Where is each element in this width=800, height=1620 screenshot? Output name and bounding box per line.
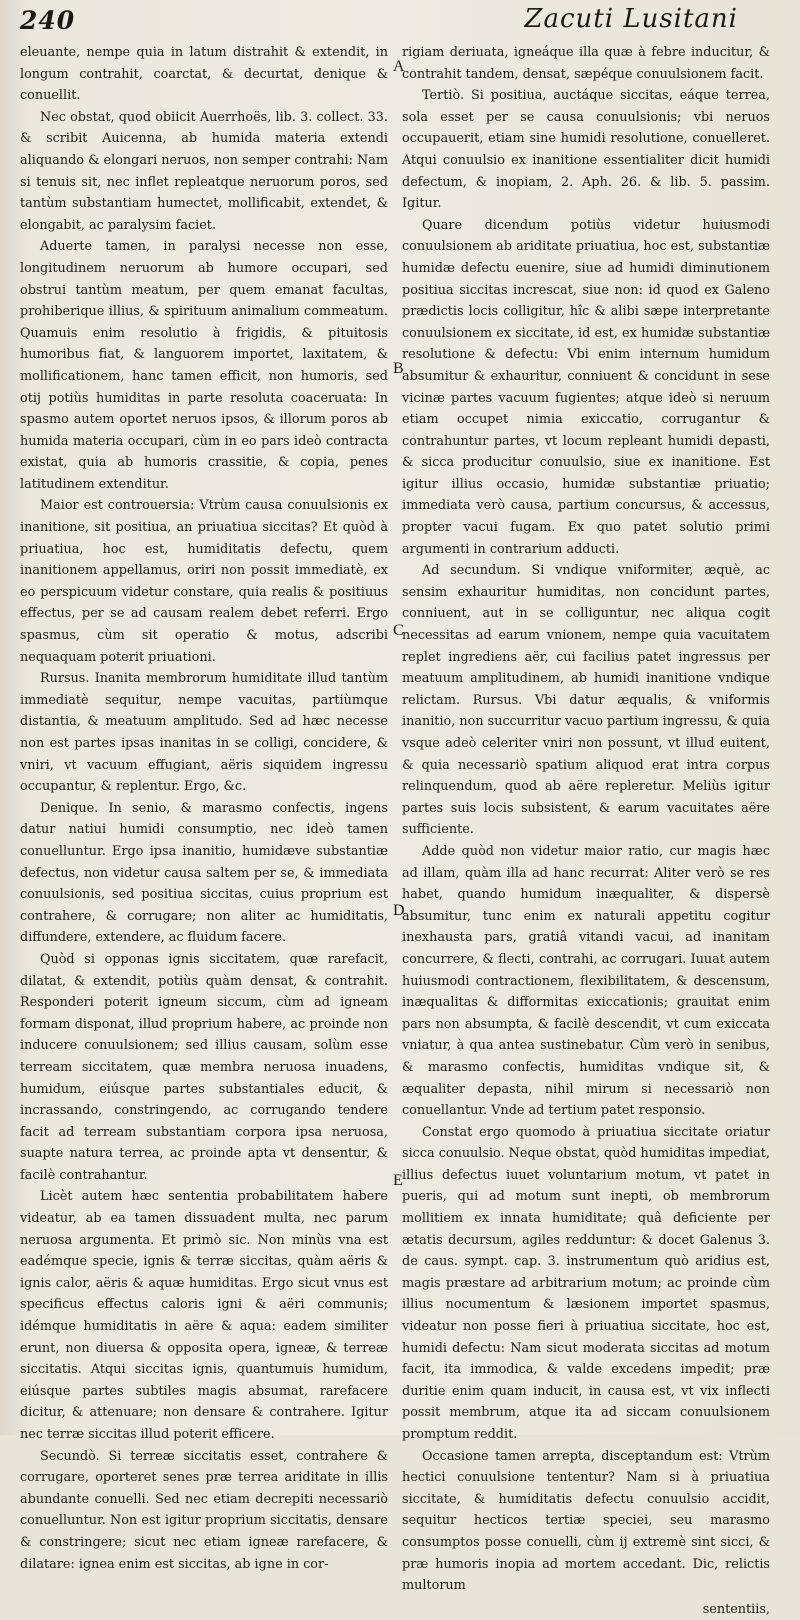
paragraph: Tertiò. Si positiua, auctáque siccitas, eáque terrea, sola esset per se causa conuulsionis; vbi neruos occupauerit, etiam sine humidi resolutione, conuelleret. Atqui conuulsio ex inanitione essentialiter dicit humidi defectum, & inopiam, 2. Aph. 26. & lib. 5. passim. Igitur. xyxy=(402,88,770,212)
paragraph: Licèt autem hæc sententia probabilitatem habere videatur, ab ea tamen dissuadent multa, nec parum neruosa argumenta. Et primò sic. Non minùs vna est eadémque specie, ignis & terræ siccitas, quàm aëris & ignis calor, aëris & aquæ humiditas. Ergo sicut vnus est specificus effectus caloris igni & aëri communis; idémque humiditatis in aëre & aqua: eadem similiter erunt, non diuersa & opposita opera, igneæ, & terreæ siccitatis. Atqui siccitas ignis, quantumuis humidum, eiúsque partes subtiles magis absumat, rarefacere dicitur, & attenuare; non densare & contrahere. Igitur nec terræ siccitas illud poterit efficere. xyxy=(20,1189,388,1442)
paragraph: Quòd si opponas ignis siccitatem, quæ rarefacit, dilatat, & extendit, potiùs quàm densat, & contrahit. Responderi poterit igneum siccum, cùm ad igneam formam disponat, illud proprium habere, ac proinde non inducere conuulsionem; sed illius causam, solùm esse terream siccitatem, quæ membra neruosa inuadens, humidum, eiúsque partes substantiales educit, & incrassando, constringendo, ac corrugando tendere facit ad terream substantiam corpora ipsa neruosa, suapte natura terrea, ac proinde apta vt densentur, & facilè contrahantur. xyxy=(20,951,388,1183)
margin-letter-d: D xyxy=(393,902,405,919)
right-column xyxy=(402,42,770,1620)
paragraph: Constat ergo quomodo à priuatiua siccitate oriatur sicca conuulsio. Neque obstat, quòd humiditas impediat, illius defectus iuuet voluntarium motum, vt patet in pueris, qui ad motum sunt inepti, ob membrorum mollitiem ex innata humiditate; quâ deficiente per ætatis decursum, agiles redduntur: & docet Galenus 3. de caus. sympt. cap. 3. instrumentum quò aridius est, magis præstare ad arbitrarium motum; ac proinde cùm illius nocumentum & læsionem importet spasmus, videatur non posse fieri à priuatiua siccitate, hoc est, humidi defectu: Nam sicut moderata siccitas ad motum facit, ita immodica, & valde excedens impedit; præ duritie enim quam inducit, in causa est, vt vix inflecti possit membrum, atque ita ad siccam conuulsionem promptum reddit. xyxy=(402,1124,770,1442)
page-header xyxy=(20,4,788,42)
paragraph: Aduerte tamen, in paralysi necesse non esse, longitudinem neruorum ab humore occupari, sed obstrui tantùm meatum, per quem emanat facultas, prohiberique illius, & spirituum animalium commeatum. Quamuis enim resolutio à frigidis, & pituitosis humoribus fiat, & languorem importet, laxitatem, & mollificationem, hanc tamen efficit, non humoris, sed otij potiùs humiditas in parte resoluta coaceruata: In spasmo autem oportet neruos ipsos, & illorum poros ab humida materia occupari, cùm in eo pars ideò contracta existat, quia ab humoris crassitie, & copia, penes latitudinem extenditur. xyxy=(20,239,388,492)
page-number: 240 xyxy=(20,6,76,35)
running-title: Zacuti Lusitani xyxy=(524,4,738,34)
paragraph: Occasione tamen arrepta, disceptandum est: Vtrùm hectici conuulsione tententur? Nam si à priuatiua siccitate, & humiditatis defectu conuulsio accidit, sequitur hecticos tertiæ speciei, seu marasmo consumptos posse conuelli, cùm ij extremè sint sicci, & præ humoris inopia ad mortem accedant. Dic, relictis multorum xyxy=(402,1448,770,1594)
paragraph: Adde quòd non videtur maior ratio, cur magis hæc ad illam, quàm illa ad hanc recurrat: Aliter verò se res habet, quando humidum inæqualiter, & dispersè absumitur, tunc enim ex naturali appetitu cogitur inexhausta pars, gratiâ vitandi vacui, ad inanitam concurrere, & flecti, contrahi, ac corrugari. Iuuat autem huiusmodi contractionem, flexibilitatem, & descensum, inæqualitas & difformitas exiccationis; grauitat enim pars non absumpta, & facilè descendit, vt cum exiccata vniatur, à qua antea sustinebatur. Cùm verò in senibus, & marasmo confectis, humiditas vndique sit, & æqualiter depasta, nihil mirum si necessariò non conuellantur. Vnde ad tertium patet responsio. xyxy=(402,843,770,1119)
paragraph: Ad secundum. Si vndique vniformiter, æquè, ac sensim exhauritur humiditas, non concidunt partes, conniuent, aut in se colliguntur, nec aliqua cogit necessitas ad earum vnionem, nempe quia vacuitatem replet ingrediens aër, cui facilius patet ingressus per meatuum amplitudinem, ab humidi inanitione vndique relictam. Rursus. Vbi datur æqualis, & vniformis inanitio, non succurritur vacuo partium ingressu, & quia vsque adeò celeriter vniri non possunt, vt illud euitent, & quia necessariò spatium aliquod erat intra corpus relinquendum, quod ab aëre repleretur. Meliùs igitur partes suis locis subsistent, & earum vacuitates aëre sufficiente. xyxy=(402,563,770,838)
paragraph: Denique. In senio, & marasmo confectis, ingens datur natiui humidi consumptio, nec ideò tamen conuelluntur. Ergo ipsa inanitio, humidæve substantiæ defectus, non videtur causa saltem per se, & immediata conuulsionis, sed positiua siccitas, cuius proprium est contrahere, & corrugare; non aliter ac humiditatis, diffundere, extendere, ac fluidum facere. xyxy=(20,800,388,946)
margin-letter-c: C xyxy=(393,622,404,639)
catchword: sententiis, xyxy=(702,1601,770,1617)
paragraph: Rursus. Inanita membrorum humiditate illud tantùm immediatè sequitur, nempe vacuitas, partiùmque distantia, & meatuum amplitudo. Sed ad hæc necesse non est partes ipsas inanitas in se colligi, concidere, & vniri, vt vacuum effugiant, aëris siquidem ingressu occupantur, & replentur. Ergo, &c. xyxy=(20,671,388,795)
margin-letter-e: E xyxy=(393,1172,403,1189)
paragraph: eleuante, nempe quia in latum distrahit & extendit, in longum contrahit, coarctat, & decurtat, denique & conuellit. xyxy=(20,45,388,104)
margin-letter-b: B xyxy=(393,360,404,377)
left-column xyxy=(20,42,388,1620)
margin-letter-a: A xyxy=(393,58,405,75)
paragraph: Maior est controuersia: Vtrùm causa conuulsionis ex inanitione, sit positiua, an priuatiua siccitas? Et quòd à priuatiua, hoc est, humiditatis defectu, quem inanitionem appellamus, oriri non possit immediatè, ex eo perspicuum videtur constare, quia realis & positiuus effectus, per se ad causam realem debet referri. Ergo spasmus, cùm sit operatio & motus, adscribi nequaquam poterit priuationi. xyxy=(20,498,388,665)
text-columns xyxy=(20,42,788,1620)
paragraph: Quare dicendum potiùs videtur huiusmodi conuulsionem ab ariditate priuatiua, hoc est, substantiæ humidæ defectu euenire, siue ad humidi diminutionem positiua siccitas increscat, siue non: id quod ex Galeno prædictis locis colligitur, hîc & alibi sæpe interpretante conuulsionem ex siccitate, id est, ex humidæ substantiæ resolutione & defectu: Vbi enim internum humidum absumitur & exhauritur, conniuent & concidunt in sese vicinæ partes vacuum fugientes; atque ideò si neruum etiam occupet nimia exiccatio, corrugantur & contrahuntur partes, vt locum repleant humidi depasti, & sicca producitur conuulsio, siue ex inanitione. Est igitur illius occasio, humidæ substantiæ priuatio; immediata verò causa, partium concursus, & accessus, propter vacui fugam. Ex quo patet solutio primi argumenti in contrarium adducti. xyxy=(402,217,770,557)
margin-letters xyxy=(393,42,413,1422)
paragraph: Nec obstat, quod obiicit Auerrhoës, lib. 3. collect. 33. & scribit Auicenna, ab humida materia extendi aliquando & elongari neruos, non semper contrahi: Nam si tenuis sit, nec inflet repleatque neruorum poros, sed tantùm substantiam humectet, mollificabit, extendet, & elongabit, ac paralysim faciet. xyxy=(20,109,388,233)
paragraph: rigiam deriuata, igneáque illa quæ à febre inducitur, & contrahit tandem, densat, sæpéque conuulsionem facit. xyxy=(402,45,770,82)
paragraph: Secundò. Si terreæ siccitatis esset, contrahere & corrugare, oporteret senes præ terrea ariditate in illis abundante conuelli. Sed nec etiam decrepiti necessariò conuelluntur. Non est igitur proprium siccitatis, densare & constringere; sicut nec etiam igneæ rarefacere, & dilatare: ignea enim est siccitas, ab igne in cor- xyxy=(20,1448,388,1572)
